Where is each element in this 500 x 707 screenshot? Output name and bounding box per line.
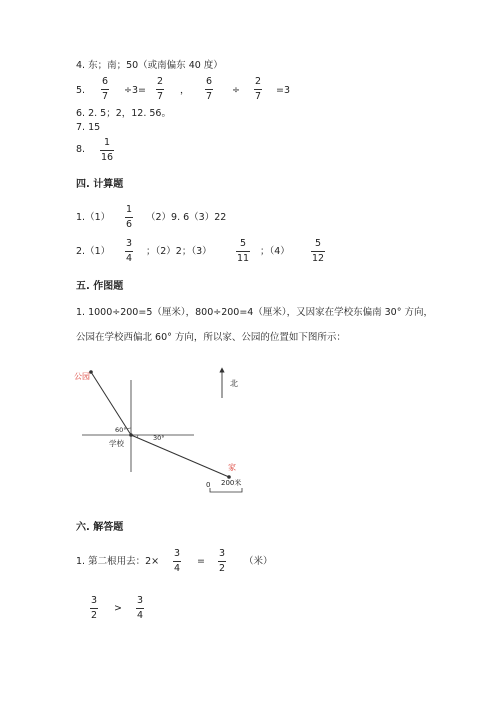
section-title: 五. 作图题 [76, 281, 124, 292]
fraction: 3 4 [174, 548, 181, 574]
drawing-text-2: 公园在学校西偏北 60° 方向，所以家、公园的位置如下图所示： [76, 332, 346, 343]
angle-arc [127, 428, 131, 429]
solve-1-unit: （米） [244, 556, 273, 567]
calc-1-rest: （2）9. 6（3）22 [146, 212, 227, 223]
answer-4: 4. 东；南；50（或南偏东 40 度） [76, 60, 223, 71]
section-title: 六. 解答题 [76, 522, 124, 533]
fraction: 6 7 [206, 76, 213, 102]
fraction: 3 2 [219, 548, 226, 574]
solve-1-label: 1. 第二根用去：2× [76, 556, 160, 567]
fraction: 3 4 [126, 238, 133, 264]
fraction: 2 7 [157, 76, 164, 102]
answer-5-label: 5. [76, 85, 86, 96]
school-point [129, 433, 133, 437]
calc-2-label: 2.（1） [76, 246, 111, 257]
answer-8-label: 8. [76, 144, 86, 155]
position-diagram [70, 360, 270, 500]
angle-30-label: 30° [153, 434, 165, 442]
answer-6: 6. 2. 5；2，12. 56。 [76, 108, 171, 119]
calc-1-label: 1.（1） [76, 212, 111, 223]
answer-5-op: ÷3= [124, 85, 146, 96]
school-label: 学校 [109, 439, 124, 448]
scale-length-label: 200米 [221, 479, 242, 487]
park-label: 公园 [74, 372, 90, 381]
answer-7: 7. 15 [76, 122, 101, 133]
fraction: 1 16 [101, 137, 114, 163]
home-line [131, 435, 229, 477]
answer-5-comma: ， [180, 85, 190, 96]
angle-60-label: 60° [115, 426, 127, 434]
calc-2-mid: ；（4） [260, 246, 290, 257]
calc-2-mid: ；（2）2；（3） [146, 246, 212, 257]
scale-bar [210, 488, 242, 492]
north-label: 北 [230, 379, 238, 388]
compare-op: > [114, 603, 122, 614]
answer-5-result: =3 [276, 85, 291, 96]
fraction: 1 6 [126, 204, 133, 230]
fraction: 2 7 [255, 76, 262, 102]
home-label: 家 [228, 463, 236, 472]
answer-5-op: ÷ [232, 85, 240, 96]
section-title: 四. 计算题 [76, 179, 124, 190]
drawing-text-1: 1. 1000÷200=5（厘米），800÷200=4（厘米），又因家在学校东偏南 30° 方向， [76, 307, 433, 318]
fraction: 3 2 [91, 595, 98, 621]
fraction: 6 7 [102, 76, 109, 102]
fraction: 5 12 [312, 238, 325, 264]
scale-zero-label: 0 [206, 481, 211, 489]
fraction: 3 4 [137, 595, 144, 621]
fraction: 5 11 [237, 238, 250, 264]
solve-1-eq: = [197, 556, 205, 567]
